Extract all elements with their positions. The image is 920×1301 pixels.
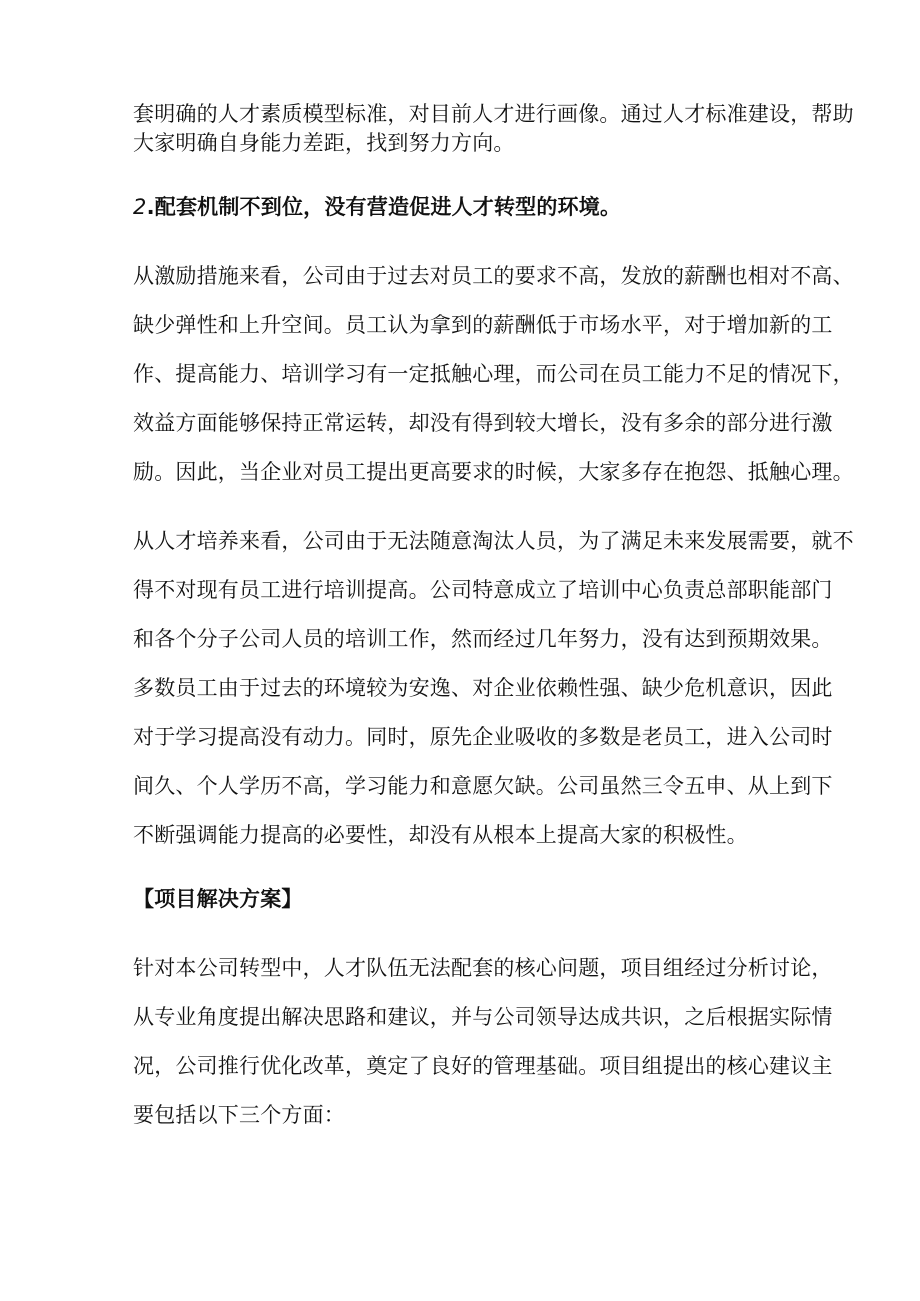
paragraph-2-line-4: 效益方面能够保持正常运转，却没有得到较大增长，没有多余的部分进行激 (133, 411, 833, 435)
paragraph-4-line-3: 况，公司推行优化改革，奠定了良好的管理基础。项目组提出的核心建议主 (133, 1054, 833, 1078)
section-title: 【项目解决方案】 (133, 887, 303, 911)
paragraph-3-line-6: 间久、个人学历不高，学习能力和意愿欠缺。公司虽然三令五申、从上到下 (133, 774, 833, 798)
paragraph-2-line-5: 励。因此，当企业对员工提出更高要求的时候，大家多存在抱怨、抵触心理。 (133, 460, 854, 484)
paragraph-3-line-1: 从人才培养来看，公司由于无法随意淘汰人员，为了满足未来发展需要，就不 (133, 529, 854, 553)
paragraph-2-line-2: 缺少弹性和上升空间。员工认为拿到的薪酬低于市场水平，对于增加新的工 (133, 313, 833, 337)
paragraph-4-line-2: 从专业角度提出解决思路和建议，并与公司领导达成共识，之后根据实际情 (133, 1005, 833, 1029)
paragraph-1-line-2: 大家明确自身能力差距，找到努力方向。 (133, 131, 515, 155)
paragraph-2-line-3: 作、提高能力、培训学习有一定抵触心理，而公司在员工能力不足的情况下， (133, 362, 854, 386)
heading-2-text: .配套机制不到位，没有营造促进人才转型的环境。 (146, 195, 622, 219)
paragraph-3-line-4: 多数员工由于过去的环境较为安逸、对企业依赖性强、缺少危机意识，因此 (133, 676, 833, 700)
paragraph-3-line-2: 得不对现有员工进行培训提高。公司特意成立了培训中心负责总部职能部门 (133, 578, 833, 602)
heading-2-number: 2 (133, 195, 147, 219)
paragraph-3-line-7: 不断强调能力提高的必要性，却没有从根本上提高大家的积极性。 (133, 823, 748, 847)
paragraph-1-line-1: 套明确的人才素质模型标准，对目前人才进行画像。通过人才标准建设，帮助 (133, 102, 854, 126)
paragraph-4-line-1: 针对本公司转型中，人才队伍无法配套的核心问题，项目组经过分析讨论， (133, 956, 833, 980)
paragraph-2-line-1: 从激励措施来看，公司由于过去对员工的要求不高，发放的薪酬也相对不高、 (133, 264, 854, 288)
paragraph-3-line-3: 和各个分子公司人员的培训工作，然而经过几年努力，没有达到预期效果。 (133, 627, 833, 651)
paragraph-3-line-5: 对于学习提高没有动力。同时，原先企业吸收的多数是老员工，进入公司时 (133, 725, 833, 749)
heading-2 (133, 192, 813, 222)
paragraph-4-line-4: 要包括以下三个方面： (133, 1103, 345, 1127)
